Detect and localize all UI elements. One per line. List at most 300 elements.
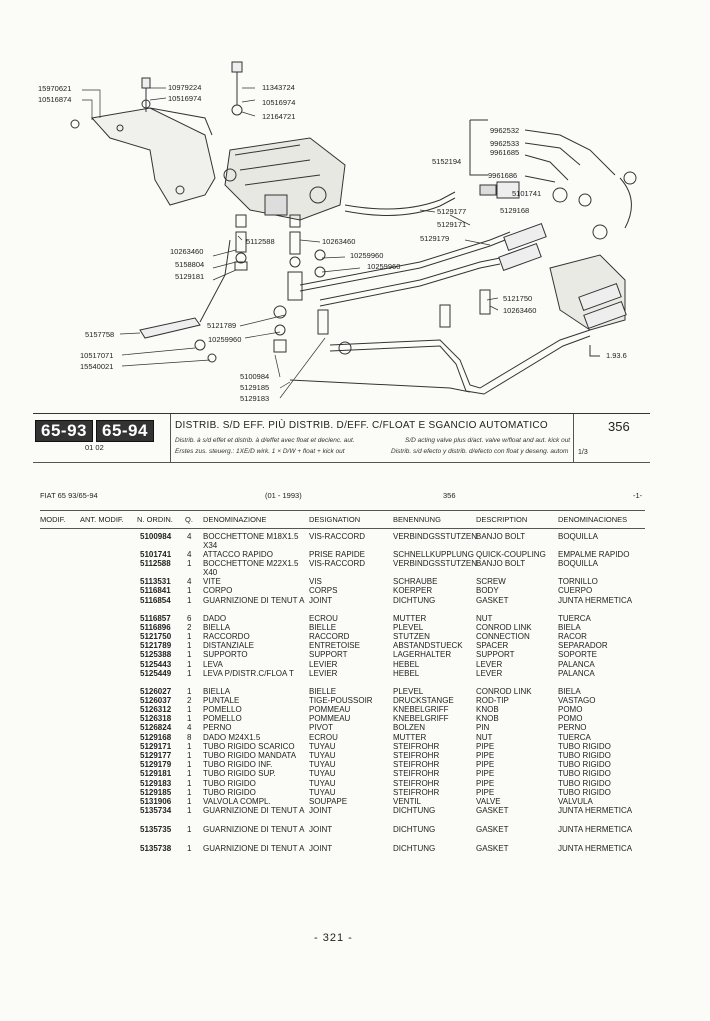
page-ref: -1- xyxy=(633,491,643,500)
cell-desc: GASKET xyxy=(476,844,509,854)
cell-den2: POMO xyxy=(558,705,583,715)
period: (01 - 1993) xyxy=(265,491,302,500)
cell-des: TUYAU xyxy=(309,787,336,797)
cell-code: 5125443 xyxy=(140,659,172,669)
cell-den: PERNO xyxy=(203,723,232,733)
divider xyxy=(40,510,645,511)
cell-des: SOUPAPE xyxy=(309,796,348,806)
cell-q: 4 xyxy=(187,550,192,559)
table-row xyxy=(0,769,710,778)
cell-den: GUARNIZIONE DI TENUT A xyxy=(203,806,305,816)
cell-code: 5135738 xyxy=(140,844,172,854)
cell-q: 1 xyxy=(187,778,192,788)
cell-ben: ABSTANDSTUECK xyxy=(393,641,463,651)
cell-desc: KNOB xyxy=(476,714,499,724)
cell-den2: SOPORTE xyxy=(558,650,597,660)
cell-den: CORPO xyxy=(203,586,233,596)
cell-den2: TUBO RIGIDO xyxy=(558,760,611,770)
callout: 10516974 xyxy=(168,94,202,103)
cell-ben: DRUCKSTANGE xyxy=(393,695,454,705)
exploded-parts-diagram xyxy=(0,0,710,410)
cell-ben: STEIFROHR xyxy=(393,769,440,779)
cell-ben: VERBINDGSSTUTZEN xyxy=(393,532,478,541)
table-row xyxy=(0,742,710,751)
cell-den: TUBO RIGIDO xyxy=(203,787,256,797)
cell-desc: PIPE xyxy=(476,760,495,770)
callout: 9962533 xyxy=(490,139,520,148)
model-name: FIAT 65 93/65-94 xyxy=(40,491,98,500)
cell-des: ENTRETOISE xyxy=(309,641,360,651)
callout: 5129179 xyxy=(420,234,450,243)
cell-desc: SCREW xyxy=(476,577,506,587)
cell-code: 5125449 xyxy=(140,668,172,678)
cell-des: SUPPORT xyxy=(309,650,348,660)
cell-desc: BODY xyxy=(476,586,499,596)
model-badge: 65-93 xyxy=(35,420,93,442)
cell-ben: VENTIL xyxy=(393,796,422,806)
cell-ben: LAGERHALTER xyxy=(393,650,452,660)
cell-q: 1 xyxy=(187,586,192,596)
cell-code: 5116896 xyxy=(140,622,171,632)
cell-q: 6 xyxy=(187,613,192,623)
cell-des: JOINT xyxy=(309,595,333,605)
table-row xyxy=(0,623,710,632)
cell-q: 1 xyxy=(187,844,192,854)
table-row xyxy=(0,760,710,769)
cell-den: BIELLA xyxy=(203,686,231,696)
cell-desc: VALVE xyxy=(476,796,501,806)
cell-den: TUBO RIGIDO MANDATA xyxy=(203,751,297,760)
cell-desc: GASKET xyxy=(476,595,509,605)
cell-desc: KNOB xyxy=(476,705,499,715)
table-number: 356 xyxy=(608,419,630,434)
cell-den2: TUBO RIGIDO xyxy=(558,778,611,788)
cell-q: 4 xyxy=(187,723,192,733)
cell-desc: GASKET xyxy=(476,825,509,835)
cell-q: 1 xyxy=(187,760,192,770)
cell-den: BIELLA xyxy=(203,622,231,632)
table-row xyxy=(0,714,710,723)
cell-des: JOINT xyxy=(309,825,333,835)
cell-q: 2 xyxy=(187,622,192,632)
cell-den2: TUBO RIGIDO xyxy=(558,751,611,760)
cell-desc: SUPPORT xyxy=(476,650,515,660)
cell-desc: PIPE xyxy=(476,778,495,788)
cell-ben: DICHTUNG xyxy=(393,806,436,816)
table-row xyxy=(0,696,710,705)
parts-table xyxy=(0,532,710,862)
cell-des: CORPS xyxy=(309,586,338,596)
cell-q: 1 xyxy=(187,796,192,806)
cell-den2: TUBO RIGIDO xyxy=(558,769,611,779)
cell-desc: PIN xyxy=(476,723,490,733)
cell-des: TIGE-POUSSOIR xyxy=(309,695,373,705)
cell-code: 5129168 xyxy=(140,732,172,742)
col-q: Q. xyxy=(185,515,193,524)
cell-q: 1 xyxy=(187,741,192,751)
cell-des: VIS-RACCORD xyxy=(309,559,366,569)
table-row xyxy=(0,788,710,797)
cell-desc: LEVER xyxy=(476,659,503,669)
cell-desc: CONROD LINK xyxy=(476,622,532,632)
cell-code: 5101741 xyxy=(140,550,172,559)
page-number: - 321 - xyxy=(314,932,353,944)
table-row xyxy=(0,705,710,714)
cell-code: 5112588 xyxy=(140,559,171,569)
callout: 5129177 xyxy=(437,207,467,216)
cell-den2: PALANCA xyxy=(558,668,595,678)
table-row xyxy=(0,596,710,614)
cell-code: 5129181 xyxy=(140,769,172,779)
cell-den: TUBO RIGIDO INF. xyxy=(203,760,273,770)
cell-code: 5121789 xyxy=(140,641,172,651)
cell-q: 1 xyxy=(187,787,192,797)
cell-q: 2 xyxy=(187,695,192,705)
cell-ben: SCHRAUBE xyxy=(393,577,438,587)
callout: 10259960 xyxy=(208,335,242,344)
cell-code: 5126318 xyxy=(140,714,172,724)
subtitle-de: Erstes zus. steuerg.: 1XE/D wirk. 1 × D/W + float + kick out xyxy=(175,448,345,455)
cell-den: POMELLO xyxy=(203,705,242,715)
cell-den: GUARNIZIONE DI TENUT A xyxy=(203,844,305,854)
cell-des: TUYAU xyxy=(309,741,336,751)
cell-ben: STEIFROHR xyxy=(393,778,440,788)
col-designation: DESIGNATION xyxy=(309,515,361,524)
callout: 5101741 xyxy=(512,189,542,198)
callout: 5152194 xyxy=(432,157,462,166)
table-row xyxy=(0,532,710,550)
cell-code: 5126037 xyxy=(140,695,172,705)
cell-den: GUARNIZIONE DI TENUT A xyxy=(203,825,305,835)
callout: 9961685 xyxy=(490,148,520,157)
cell-desc: NUT xyxy=(476,613,493,623)
cell-den2: POMO xyxy=(558,714,583,724)
cell-desc: QUICK-COUPLING xyxy=(476,550,546,559)
model-badges xyxy=(35,420,154,442)
cell-ben: PLEVEL xyxy=(393,622,424,632)
cell-den2: PALANCA xyxy=(558,659,595,669)
cell-des: BIELLE xyxy=(309,622,337,632)
cell-q: 1 xyxy=(187,631,192,641)
cell-desc: BANJO BOLT xyxy=(476,559,526,569)
cell-ben: MUTTER xyxy=(393,732,427,742)
cell-code: 5126312 xyxy=(140,705,172,715)
banner-date: 01 02 xyxy=(85,443,104,452)
cell-des: ECROU xyxy=(309,613,338,623)
cell-q: 1 xyxy=(187,806,192,816)
callout: 5129185 xyxy=(240,383,270,392)
cell-des: LEVIER xyxy=(309,659,338,669)
cell-den2: CUERPO xyxy=(558,586,593,596)
cell-code: 5116841 xyxy=(140,586,171,596)
cell-den2: TUBO RIGIDO xyxy=(558,787,611,797)
cell-code: 5129171 xyxy=(140,741,172,751)
table-row xyxy=(0,650,710,659)
callout: 15540021 xyxy=(80,362,114,371)
cell-code: 5129179 xyxy=(140,760,172,770)
cell-den: TUBO RIGIDO SUP. xyxy=(203,769,276,779)
cell-desc: NUT xyxy=(476,732,493,742)
table-row xyxy=(0,844,710,862)
cell-ben: PLEVEL xyxy=(393,686,424,696)
col-benennung: BENENNUNG xyxy=(393,515,441,524)
cell-code: 5116854 xyxy=(140,595,171,605)
col-description: DESCRIPTION xyxy=(476,515,528,524)
cell-den2: BOQUILLA xyxy=(558,532,599,541)
cell-q: 1 xyxy=(187,559,192,569)
cell-des: LEVIER xyxy=(309,668,338,678)
cell-des: TUYAU xyxy=(309,751,336,760)
callout: 15970621 xyxy=(38,84,72,93)
cell-den2: JUNTA HERMETICA xyxy=(558,844,633,854)
subtitle-fr: Distrib. à s/d effet et distrib. à d/effet avec float et declenc. aut. xyxy=(175,437,355,444)
cell-den2: BIELA xyxy=(558,686,581,696)
cell-desc: PIPE xyxy=(476,741,495,751)
cell-ben: STEIFROHR xyxy=(393,760,440,770)
cell-q: 1 xyxy=(187,769,192,779)
cell-desc: CONROD LINK xyxy=(476,686,532,696)
cell-ben: DICHTUNG xyxy=(393,844,436,854)
cell-des: TUYAU xyxy=(309,760,336,770)
cell-ben: STEIFROHR xyxy=(393,787,440,797)
table-row xyxy=(0,825,710,844)
cell-desc: LEVER xyxy=(476,668,503,678)
table-row xyxy=(0,806,710,825)
table-row xyxy=(0,797,710,806)
cell-code: 5121750 xyxy=(140,631,172,641)
table-row xyxy=(0,687,710,696)
cell-des: JOINT xyxy=(309,844,333,854)
cell-des: ECROU xyxy=(309,732,338,742)
cell-ben: BOLZEN xyxy=(393,723,426,733)
cell-den2: TUBO RIGIDO xyxy=(558,741,611,751)
callout: 10979224 xyxy=(168,83,202,92)
cell-q: 1 xyxy=(187,825,192,835)
callout: 9962532 xyxy=(490,126,520,135)
divider xyxy=(170,414,171,462)
cell-ben: DICHTUNG xyxy=(393,595,436,605)
cell-des: TUYAU xyxy=(309,778,336,788)
cell-den: DADO M24X1.5 xyxy=(203,732,261,742)
cell-q: 1 xyxy=(187,641,192,651)
cell-den2: RACOR xyxy=(558,631,587,641)
cell-ben: HEBEL xyxy=(393,659,420,669)
cell-desc: BANJO BOLT xyxy=(476,532,526,541)
cell-des: BIELLE xyxy=(309,686,337,696)
cell-den: TUBO RIGIDO xyxy=(203,778,256,788)
col-denominazione: DENOMINAZIONE xyxy=(203,515,267,524)
parts-drawing xyxy=(0,0,710,410)
callout: 12164721 xyxy=(262,112,296,121)
cell-q: 1 xyxy=(187,668,192,678)
cell-desc: GASKET xyxy=(476,806,509,816)
cell-den2: EMPALME RAPIDO xyxy=(558,550,630,559)
cell-den: DADO xyxy=(203,613,227,623)
callout: 5121789 xyxy=(207,321,237,330)
cell-ben: VERBINDGSSTUTZEN xyxy=(393,559,478,569)
cell-q: 1 xyxy=(187,650,192,660)
cell-des: JOINT xyxy=(309,806,333,816)
callout: 5129168 xyxy=(500,206,530,215)
cell-code: 5135734 xyxy=(140,806,172,816)
table-row xyxy=(0,614,710,623)
callout: 10516974 xyxy=(262,98,296,107)
callout: 10263460 xyxy=(503,306,537,315)
cell-q: 1 xyxy=(187,705,192,715)
cell-ben: KOERPER xyxy=(393,586,433,596)
section-title: DISTRIB. S/D EFF. PIÙ DISTRIB. D/EFF. C/FLOAT E SGANCIO AUTOMATICO xyxy=(175,420,548,431)
callout: 5100984 xyxy=(240,372,270,381)
divider xyxy=(573,414,574,462)
cell-des: VIS-RACCORD xyxy=(309,532,366,541)
cell-den2: JUNTA HERMETICA xyxy=(558,806,633,816)
callout: 10263460 xyxy=(322,237,356,246)
cell-den: DISTANZIALE xyxy=(203,641,254,651)
subtitle-es: Distrib. s/d efecto y distrib. d/efecto con float y deseng. autom xyxy=(391,448,569,455)
table-row xyxy=(0,723,710,732)
section-banner xyxy=(33,413,650,463)
cell-den: VALVOLA COMPL. xyxy=(203,796,271,806)
cell-den2: BOQUILLA xyxy=(558,559,599,569)
cell-code: 5135735 xyxy=(140,825,172,835)
callout: 1.93.6 xyxy=(606,351,627,360)
cell-den2: JUNTA HERMETICA xyxy=(558,595,633,605)
cell-des: PIVOT xyxy=(309,723,334,733)
callout: 5158804 xyxy=(175,260,205,269)
callout: 5157758 xyxy=(85,330,115,339)
cell-ben: STEIFROHR xyxy=(393,751,440,760)
cell-den: LEVA xyxy=(203,659,223,669)
table-fraction: 1/3 xyxy=(578,449,588,456)
cell-code: 5129177 xyxy=(140,751,172,760)
cell-q: 1 xyxy=(187,686,192,696)
callout: 5129171 xyxy=(437,220,467,229)
cell-q: 1 xyxy=(187,659,192,669)
table-row xyxy=(0,577,710,586)
cell-den: TUBO RIGIDO SCARICO xyxy=(203,741,295,751)
cell-den: RACCORDO xyxy=(203,631,250,641)
cell-code: 5125388 xyxy=(140,650,172,660)
cell-den: POMELLO xyxy=(203,714,242,724)
cell-code: 5131906 xyxy=(140,796,172,806)
table-row xyxy=(0,550,710,559)
cell-code: 5129185 xyxy=(140,787,172,797)
col-n-ordin: N. ORDIN. xyxy=(137,515,173,524)
callout: 10517071 xyxy=(80,351,114,360)
callout: 10259960 xyxy=(367,262,401,271)
cell-des: TUYAU xyxy=(309,769,336,779)
cell-desc: PIPE xyxy=(476,769,495,779)
table-row xyxy=(0,669,710,687)
table-row xyxy=(0,733,710,742)
cell-den: LEVA P/DISTR.C/FLOA T xyxy=(203,668,294,678)
cell-desc: CONNECTION xyxy=(476,631,530,641)
cell-den2: PERNO xyxy=(558,723,587,733)
cell-ben: HEBEL xyxy=(393,668,420,678)
cell-q: 4 xyxy=(187,532,192,541)
cell-des: RACCORD xyxy=(309,631,350,641)
callout: 5112588 xyxy=(246,237,275,246)
cell-den: GUARNIZIONE DI TENUT A xyxy=(203,595,305,605)
callout: 5121750 xyxy=(503,294,533,303)
cell-code: 5116857 xyxy=(140,613,171,623)
cell-ben: SCHNELLKUPPLUNG xyxy=(393,550,474,559)
cell-code: 5126824 xyxy=(140,723,172,733)
cell-des: POMMEAU xyxy=(309,714,351,724)
col-denominaciones: DENOMINACIONES xyxy=(558,515,628,524)
cell-q: 4 xyxy=(187,577,192,587)
callout: 10263460 xyxy=(170,247,204,256)
callout: 5129181 xyxy=(175,272,205,281)
cell-desc: PIPE xyxy=(476,787,495,797)
col-ant-modif: ANT. MODIF. xyxy=(80,515,124,524)
table-row xyxy=(0,641,710,650)
table-row xyxy=(0,559,710,577)
table-row xyxy=(0,586,710,595)
cell-den: PUNTALE xyxy=(203,695,240,705)
cell-den2: TORNILLO xyxy=(558,577,598,587)
cell-den: ATTACCO RAPIDO xyxy=(203,550,273,559)
cell-q: 1 xyxy=(187,751,192,760)
subtitle-en: S/D acting valve plus d/act. valve w/float and aut. kick out xyxy=(405,437,571,444)
cell-den: VITE xyxy=(203,577,221,587)
cell-den: SUPPORTO xyxy=(203,650,248,660)
cell-des: PRISE RAPIDE xyxy=(309,550,366,559)
cell-code: 5113531 xyxy=(140,577,171,587)
cell-code: 5100984 xyxy=(140,532,172,541)
cell-den2: TUERCA xyxy=(558,732,591,742)
cell-den2: JUNTA HERMETICA xyxy=(558,825,633,835)
cell-den2: TUERCA xyxy=(558,613,591,623)
cell-desc: ROD-TIP xyxy=(476,695,509,705)
cell-q: 8 xyxy=(187,732,192,742)
callout: 11343724 xyxy=(262,83,295,92)
cell-desc: SPACER xyxy=(476,641,509,651)
col-modif: MODIF. xyxy=(40,515,66,524)
table-row xyxy=(0,632,710,641)
cell-code: 5129183 xyxy=(140,778,172,788)
cell-ben: KNEBELGRIFF xyxy=(393,714,449,724)
cell-den2: SEPARADOR xyxy=(558,641,608,651)
cell-den: BOCCHETTONE M22X1.5 X40 xyxy=(203,559,299,578)
table-row xyxy=(0,660,710,669)
callout: 9961686 xyxy=(488,171,518,180)
cell-code: 5126027 xyxy=(140,686,172,696)
cell-ben: MUTTER xyxy=(393,613,427,623)
model-badge: 65-94 xyxy=(96,420,154,442)
cell-ben: STEIFROHR xyxy=(393,741,440,751)
table-row xyxy=(0,779,710,788)
cell-q: 1 xyxy=(187,595,192,605)
divider xyxy=(40,528,645,529)
table-ref: 356 xyxy=(443,491,456,500)
cell-den2: BIELA xyxy=(558,622,581,632)
cell-ben: DICHTUNG xyxy=(393,825,436,835)
callout: 5129183 xyxy=(240,394,270,403)
cell-ben: KNEBELGRIFF xyxy=(393,705,449,715)
cell-des: VIS xyxy=(309,577,322,587)
cell-ben: STUTZEN xyxy=(393,631,430,641)
table-row xyxy=(0,751,710,760)
callout: 10516874 xyxy=(38,95,72,104)
callout: 10259960 xyxy=(350,251,384,260)
cell-q: 1 xyxy=(187,714,192,724)
cell-den2: VALVULA xyxy=(558,796,593,806)
cell-desc: PIPE xyxy=(476,751,495,760)
cell-den2: VASTAGO xyxy=(558,695,596,705)
cell-den: BOCCHETTONE M18X1.5 X34 xyxy=(203,532,299,550)
cell-des: POMMEAU xyxy=(309,705,351,715)
